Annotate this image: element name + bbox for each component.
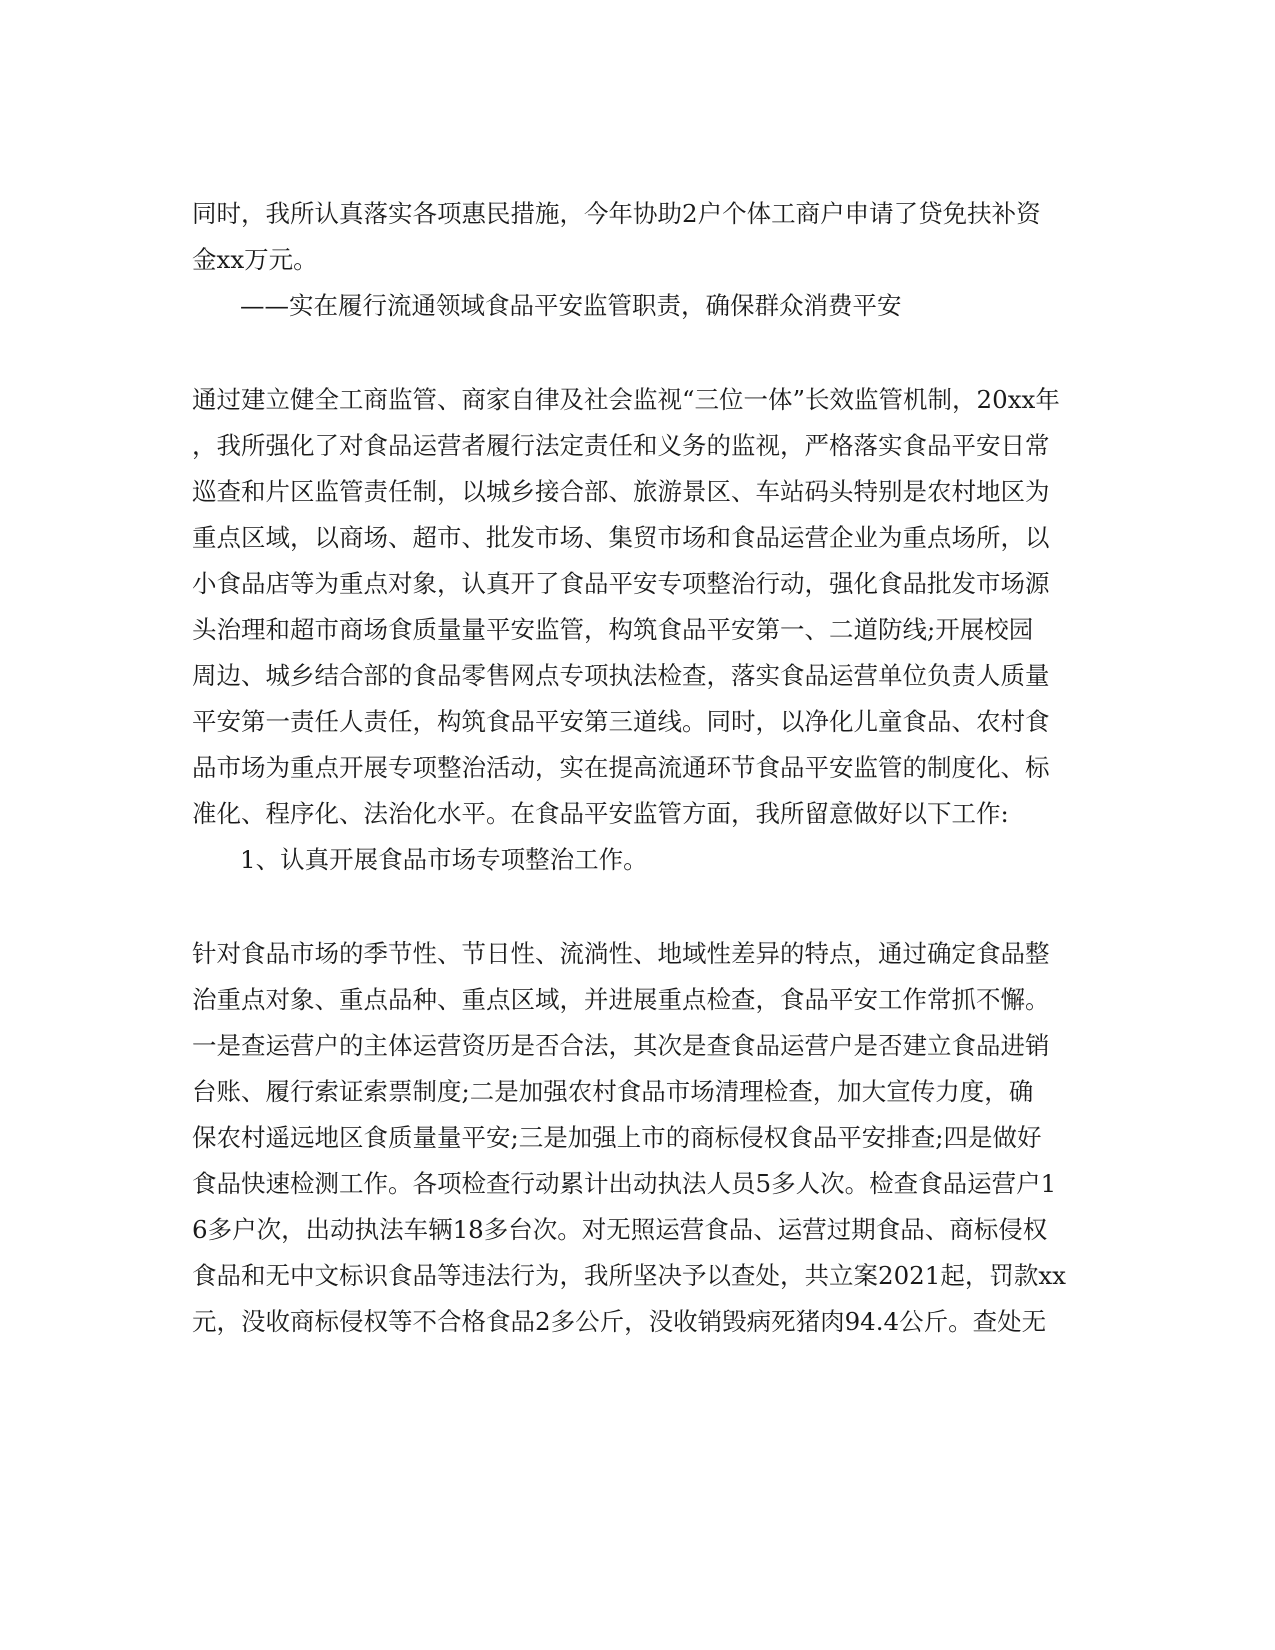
text-line: 一是查运营户的主体运营资历是否合法，其次是查食品运营户是否建立食品进销 [192, 1031, 1050, 1060]
text-line: ，我所强化了对食品运营者履行法定责任和义务的监视，严格落实食品平安日常 [192, 431, 1050, 460]
text-line: 治重点对象、重点品种、重点区域，并进展重点检查，食品平安工作常抓不懈。 [192, 985, 1050, 1014]
text-line: 小食品店等为重点对象，认真开了食品平安专项整治行动，强化食品批发市场源 [192, 569, 1050, 598]
text-line: 食品快速检测工作。各项检查行动累计出动执法人员5多人次。检查食品运营户1 [192, 1169, 1057, 1198]
section-heading: 1、认真开展食品市场专项整治工作。 [240, 845, 648, 874]
text-line: 元，没收商标侵权等不合格食品2多公斤，没收销毁病死猪肉94.4公斤。查处无 [192, 1307, 1047, 1336]
text-line: 准化、程序化、法治化水平。在食品平安监管方面，我所留意做好以下工作: [192, 799, 1009, 828]
text-line: 食品和无中文标识食品等违法行为，我所坚决予以查处，共立案2021起，罚款xx [192, 1261, 1066, 1290]
text-line: 台账、履行索证索票制度;二是加强农村食品市场清理检查，加大宣传力度，确 [192, 1077, 1034, 1106]
text-line: 品市场为重点开展专项整治活动，实在提高流通环节食品平安监管的制度化、标 [192, 753, 1050, 782]
text-line: 针对食品市场的季节性、节日性、流淌性、地域性差异的特点，通过确定食品整 [192, 939, 1050, 968]
text-line: 重点区域，以商场、超市、批发市场、集贸市场和食品运营企业为重点场所，以 [192, 523, 1050, 552]
text-line: 通过建立健全工商监管、商家自律及社会监视“三位一体”长效监管机制，20xx年 [192, 385, 1060, 414]
text-line: 巡查和片区监管责任制，以城乡接合部、旅游景区、车站码头特别是农村地区为 [192, 477, 1050, 506]
text-line: 6多户次，出动执法车辆18多台次。对无照运营食品、运营过期食品、商标侵权 [192, 1215, 1048, 1244]
text-line: 头治理和超市商场食质量量平安监管，构筑食品平安第一、二道防线;开展校园 [192, 615, 1034, 644]
text-line: 平安第一责任人责任，构筑食品平安第三道线。同时，以净化儿童食品、农村食 [192, 707, 1050, 736]
text-line: 同时，我所认真落实各项惠民措施，今年协助2户个体工商户申请了贷免扶补资 [192, 199, 1041, 228]
text-line: 保农村遥远地区食质量量平安;三是加强上市的商标侵权食品平安排查;四是做好 [192, 1123, 1042, 1152]
text-line: 金xx万元。 [192, 245, 318, 274]
section-heading: ——实在履行流通领域食品平安监管职责，确保群众消费平安 [240, 291, 902, 320]
text-line: 周边、城乡结合部的食品零售网点专项执法检查，落实食品运营单位负责人质量 [192, 661, 1050, 690]
